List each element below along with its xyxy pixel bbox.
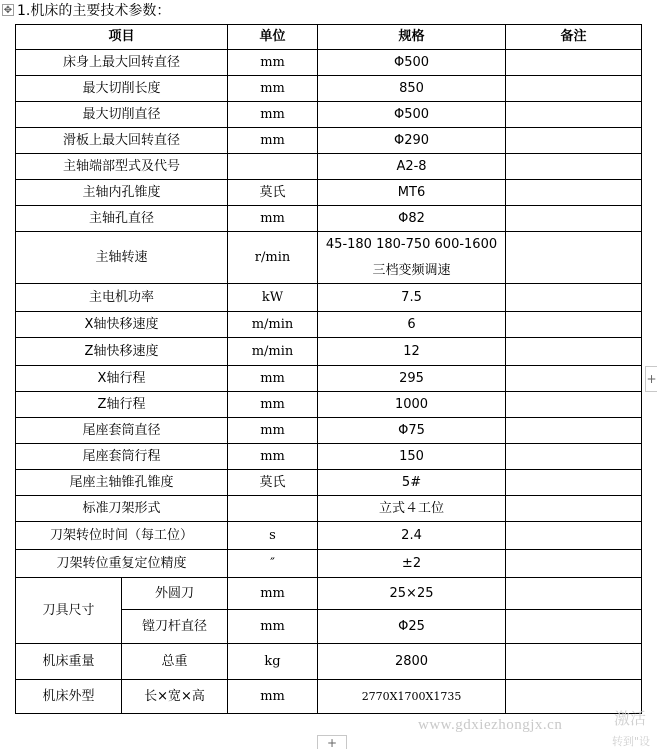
row-unit: ″ <box>228 550 318 578</box>
table-move-handle[interactable]: ✥ <box>3 5 13 16</box>
row-note <box>506 496 642 522</box>
row-note <box>506 550 642 578</box>
row-item: 尾座主轴锥孔锥度 <box>16 470 228 496</box>
row-unit: kg <box>228 644 318 680</box>
row-spec: Φ25 <box>318 610 506 644</box>
row-unit: mm <box>228 680 318 714</box>
row-item: 主电机功率 <box>16 284 228 312</box>
row-note <box>506 154 642 180</box>
row-note <box>506 644 642 680</box>
table-row <box>16 418 642 444</box>
spec-table <box>15 24 642 714</box>
row-item: 外圆刀 <box>122 578 228 610</box>
table-row <box>16 312 642 338</box>
table-row <box>16 366 642 392</box>
activation-overlay: 激活 <box>614 709 647 728</box>
group-dims: 机床外型 <box>16 680 122 714</box>
row-note <box>506 578 642 610</box>
row-spec: Φ290 <box>318 128 506 154</box>
header-spec: 规格 <box>318 25 506 50</box>
row-spec: ±2 <box>318 550 506 578</box>
row-spec: Φ500 <box>318 50 506 76</box>
row-spec: A2-8 <box>318 154 506 180</box>
row-unit: mm <box>228 366 318 392</box>
row-unit: mm <box>228 128 318 154</box>
row-item: 滑板上最大回转直径 <box>16 128 228 154</box>
row-item: 最大切削直径 <box>16 102 228 128</box>
row-unit: mm <box>228 76 318 102</box>
row-note <box>506 444 642 470</box>
row-item: 标准刀架形式 <box>16 496 228 522</box>
table-row <box>16 50 642 76</box>
row-item: 主轴内孔锥度 <box>16 180 228 206</box>
table-row <box>16 470 642 496</box>
row-spec-line1: 45-180 180-750 600-1600 <box>325 236 498 252</box>
row-spec: Φ500 <box>318 102 506 128</box>
add-column-button[interactable]: + <box>645 366 657 392</box>
row-unit: mm <box>228 444 318 470</box>
row-unit: m/min <box>228 338 318 366</box>
row-unit: mm <box>228 206 318 232</box>
table-row <box>16 392 642 418</box>
row-item: 最大切削长度 <box>16 76 228 102</box>
row-spec: 2.4 <box>318 522 506 550</box>
table-row <box>16 496 642 522</box>
row-spec: Φ82 <box>318 206 506 232</box>
row-spec: 25×25 <box>318 578 506 610</box>
header-unit: 单位 <box>228 25 318 50</box>
watermark-url: www.gdxiezhongjx.cn <box>418 717 563 733</box>
row-spec: 7.5 <box>318 284 506 312</box>
group-tool-size: 刀具尺寸 <box>16 578 122 644</box>
row-spec: 850 <box>318 76 506 102</box>
row-note <box>506 470 642 496</box>
row-item: 长×宽×高 <box>122 680 228 714</box>
row-spec: 295 <box>318 366 506 392</box>
table-row <box>16 180 642 206</box>
row-note <box>506 610 642 644</box>
row-note <box>506 392 642 418</box>
row-spec-line2: 三档变频调速 <box>372 262 451 278</box>
table-row <box>16 522 642 550</box>
row-item: 镗刀杆直径 <box>122 610 228 644</box>
activation-overlay-sub: 转到"设 <box>612 735 651 748</box>
row-unit: m/min <box>228 312 318 338</box>
table-row <box>16 76 642 102</box>
group-weight: 机床重量 <box>16 644 122 680</box>
row-unit: 莫氏 <box>228 180 318 206</box>
row-note <box>506 206 642 232</box>
row-unit <box>228 496 318 522</box>
row-spec: MT6 <box>318 180 506 206</box>
table-row <box>16 338 642 366</box>
row-spec: 2800 <box>318 644 506 680</box>
row-note <box>506 128 642 154</box>
row-spec: 150 <box>318 444 506 470</box>
row-spec: 6 <box>318 312 506 338</box>
row-unit: r/min <box>228 232 318 284</box>
row-note <box>506 338 642 366</box>
table-row <box>16 550 642 578</box>
row-unit: mm <box>228 102 318 128</box>
table-row <box>16 284 642 312</box>
table-row <box>16 444 642 470</box>
row-item: 主轴端部型式及代号 <box>16 154 228 180</box>
row-unit: 莫氏 <box>228 470 318 496</box>
row-unit: kW <box>228 284 318 312</box>
row-spec: 12 <box>318 338 506 366</box>
table-row <box>16 578 642 610</box>
row-unit: s <box>228 522 318 550</box>
table-row <box>16 206 642 232</box>
row-note <box>506 232 642 284</box>
row-item: X轴行程 <box>16 366 228 392</box>
row-unit: mm <box>228 392 318 418</box>
row-note <box>506 366 642 392</box>
table-row <box>16 232 642 284</box>
row-item: 床身上最大回转直径 <box>16 50 228 76</box>
row-spec: Φ75 <box>318 418 506 444</box>
row-note <box>506 102 642 128</box>
row-item: 尾座套筒直径 <box>16 418 228 444</box>
row-unit: mm <box>228 418 318 444</box>
row-unit: mm <box>228 578 318 610</box>
row-item: 总重 <box>122 644 228 680</box>
row-spec: 立式４工位 <box>318 496 506 522</box>
row-note <box>506 76 642 102</box>
section-heading: 1.机床的主要技术参数： <box>17 3 171 19</box>
row-item: X轴快移速度 <box>16 312 228 338</box>
row-item: 尾座套筒行程 <box>16 444 228 470</box>
row-item: Z轴行程 <box>16 392 228 418</box>
row-item: Z轴快移速度 <box>16 338 228 366</box>
row-item: 刀架转位重复定位精度 <box>16 550 228 578</box>
table-row <box>16 128 642 154</box>
row-note <box>506 312 642 338</box>
row-note <box>506 418 642 444</box>
add-row-button[interactable]: + <box>317 735 347 749</box>
table-row <box>16 154 642 180</box>
row-unit <box>228 154 318 180</box>
row-note <box>506 50 642 76</box>
row-unit: mm <box>228 610 318 644</box>
table-row <box>16 680 642 714</box>
row-note <box>506 180 642 206</box>
row-spec: 5# <box>318 470 506 496</box>
table-row <box>16 644 642 680</box>
row-spec <box>318 232 506 284</box>
row-item: 主轴转速 <box>16 232 228 284</box>
row-item: 刀架转位时间（每工位） <box>16 522 228 550</box>
table-row <box>16 102 642 128</box>
row-spec: 2770X1700X1735 <box>318 680 506 714</box>
row-note <box>506 522 642 550</box>
header-note: 备注 <box>506 25 642 50</box>
row-spec: 1000 <box>318 392 506 418</box>
header-item: 项目 <box>16 25 228 50</box>
row-unit: mm <box>228 50 318 76</box>
row-note <box>506 284 642 312</box>
row-item: 主轴孔直径 <box>16 206 228 232</box>
table-header-row <box>16 25 642 50</box>
